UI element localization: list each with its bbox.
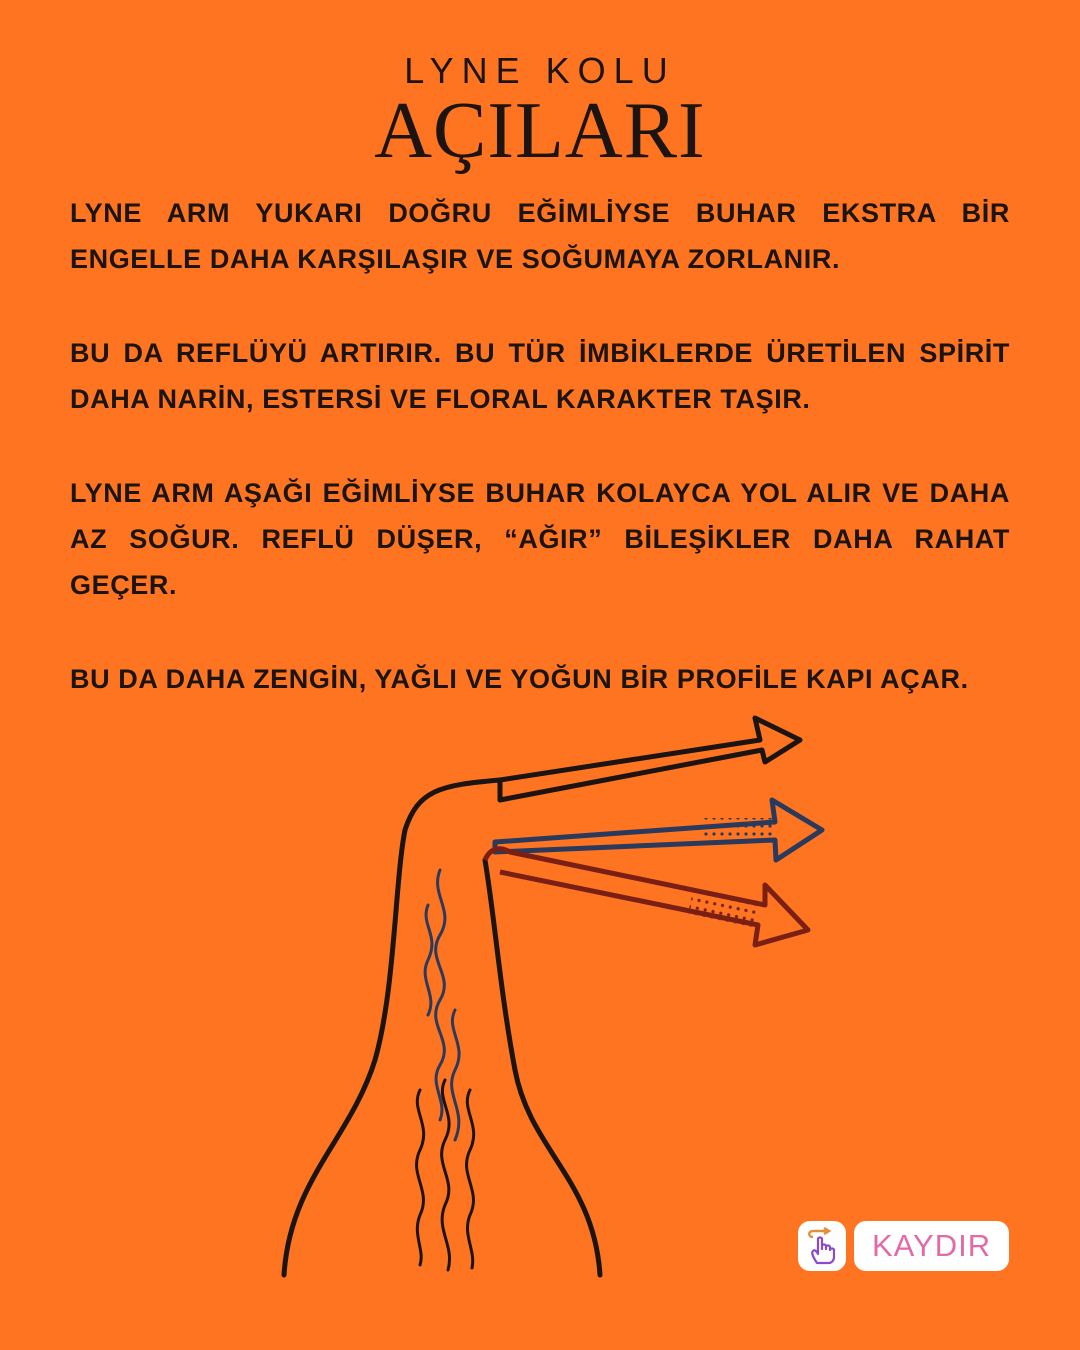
arrow-horizontal-dots: [700, 818, 772, 838]
still-lyne-arm-illustration: [270, 700, 840, 1290]
paragraph-reflux-increase: BU DA REFLÜYÜ ARTIRIR. BU TÜR İMBİKLERDE ÜRETİLEN SPİRİT DAHA NARİN, ESTERSİ VE FLORAL KARAKTER TAŞIR.: [70, 338, 1010, 414]
heat-waves: [417, 1080, 474, 1270]
body-text: [70, 190, 1010, 750]
arrow-downward: [485, 849, 808, 945]
paragraph-downward-slope: LYNE ARM AŞAĞI EĞİMLİYSE BUHAR KOLAYCA YOL ALIR VE DAHA AZ SOĞUR. REFLÜ DÜŞER, “AĞIR” BİLEŞİKLER DAHA RAHAT GEÇER.: [70, 478, 1010, 600]
arrow-horizontal: [495, 800, 822, 860]
paragraph-upward-slope: LYNE ARM YUKARI DOĞRU EĞİMLİYSE BUHAR EKSTRA BİR ENGELLE DAHA KARŞILAŞIR VE SOĞUMAYA ZORLANIR.: [70, 198, 1010, 274]
swipe-hand-icon: [798, 1221, 846, 1271]
arrow-upward: [500, 718, 800, 800]
scroll-hint[interactable]: [798, 1220, 1009, 1272]
kaydir-button[interactable]: KAYDIR: [854, 1221, 1009, 1271]
still-neck-outline: [485, 860, 600, 1275]
page-title: AÇILARI: [374, 87, 706, 175]
paragraph-rich-profile: BU DA DAHA ZENGİN, YAĞLI VE YOĞUN BİR PROFİLE KAPI AÇAR.: [70, 664, 969, 694]
still-body-outline: [284, 780, 500, 1275]
arrow-downward-dots: [688, 888, 762, 928]
page-subtitle: LYNE KOLU: [404, 50, 676, 91]
